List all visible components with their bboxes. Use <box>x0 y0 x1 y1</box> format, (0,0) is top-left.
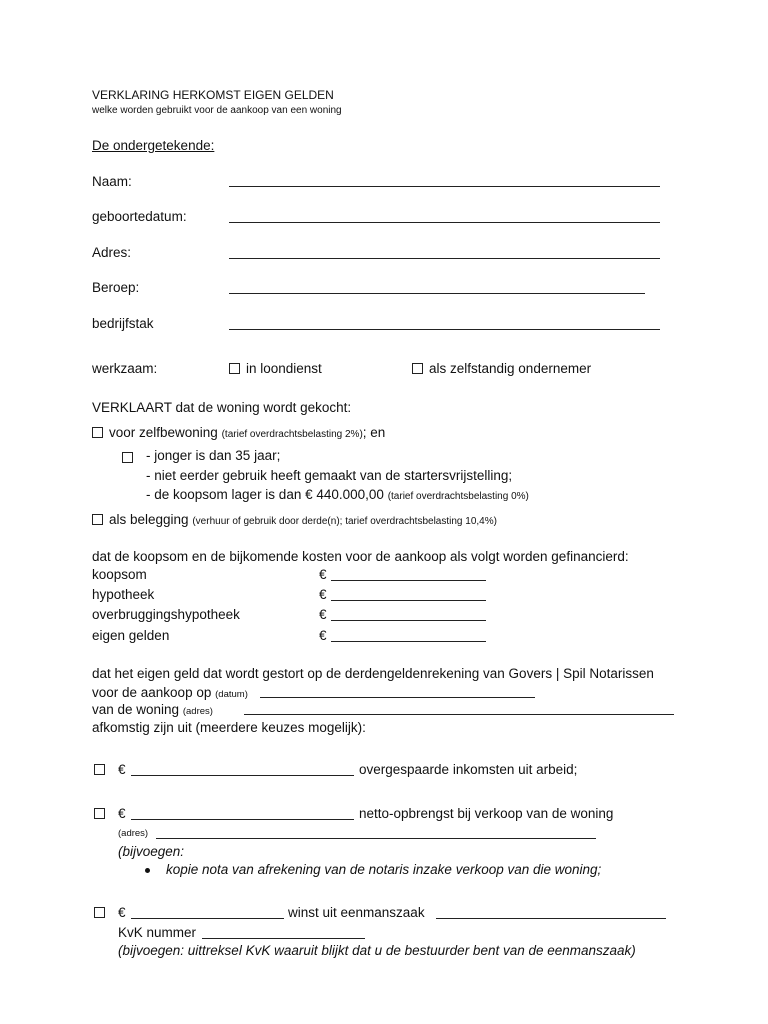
eigen-geld-line4: afkomstig zijn uit (meerdere keuzes mogelijk): <box>92 720 366 735</box>
verkoop-label: netto-opbrengst bij verkoop van de woning <box>359 806 614 821</box>
eigen-gelden-currency: € <box>319 628 327 643</box>
verkoop-adres-field[interactable] <box>156 838 596 839</box>
condition-koopsom-text: - de koopsom lager is dan € 440.000,00 <box>146 487 384 502</box>
aankoop-label: voor de aankoop op <box>92 685 212 700</box>
belegging-label: als belegging <box>109 512 189 527</box>
eenmanszaak-bijvoegen: (bijvoegen: uittreksel KvK waaruit blijkt dat u de bestuurder bent van de eenmanszaak) <box>118 943 636 958</box>
overbrugging-label: overbruggingshypotheek <box>92 607 240 622</box>
datum-field[interactable] <box>260 697 535 698</box>
werkzaam-label: werkzaam: <box>92 361 158 376</box>
condition-koopsom-note: (tarief overdrachtsbelasting 0%) <box>387 491 529 502</box>
datum-note: (datum) <box>215 689 248 700</box>
checkbox-loondienst[interactable] <box>229 363 240 374</box>
eigen-geld-line1: dat het eigen geld dat wordt gestort op de derdengeldenrekening van Govers | Spil Notarissen <box>92 666 654 681</box>
bullet-dot <box>145 868 150 873</box>
naam-field[interactable] <box>229 186 660 187</box>
overbrugging-field[interactable] <box>331 620 486 621</box>
condition-koopsom <box>146 487 529 502</box>
eenmanszaak-winst-field[interactable] <box>436 918 666 919</box>
zelfstandig-label: als zelfstandig ondernemer <box>429 361 592 376</box>
option-belegging[interactable] <box>92 512 497 527</box>
kvk-label: KvK nummer <box>118 925 197 940</box>
adres-label: Adres: <box>92 245 132 260</box>
eigen-gelden-field[interactable] <box>331 641 486 642</box>
beroep-field[interactable] <box>229 293 645 294</box>
verkoop-bullet-text: kopie nota van afrekening van de notaris inzake verkoop van die woning; <box>166 862 602 877</box>
verkoop-amount-field[interactable] <box>131 819 354 820</box>
checkbox-zelfstandig[interactable] <box>412 363 423 374</box>
hypotheek-currency: € <box>319 587 327 602</box>
woning-adres-field[interactable] <box>244 714 674 715</box>
arbeid-currency: € <box>118 762 126 777</box>
zelfbewoning-label: voor zelfbewoning <box>109 425 218 440</box>
verklaart-heading: VERKLAART dat de woning wordt gekocht: <box>92 400 352 415</box>
ondergetekende-heading: De ondergetekende: <box>92 138 215 153</box>
hypotheek-label: hypotheek <box>92 587 155 602</box>
checkbox-starter[interactable] <box>122 452 133 463</box>
condition-vrijstelling: - niet eerder gebruik heeft gemaakt van de startersvrijstelling; <box>146 468 513 483</box>
checkbox-verkoop[interactable] <box>94 808 105 819</box>
zelfbewoning-suffix: ; en <box>362 425 386 440</box>
document-title: VERKLARING HERKOMST EIGEN GELDEN <box>92 88 334 102</box>
eenmanszaak-label: winst uit eenmanszaak <box>288 905 425 920</box>
option-zelfbewoning[interactable] <box>92 425 385 440</box>
option-loondienst[interactable] <box>229 361 322 376</box>
geboortedatum-field[interactable] <box>229 222 660 223</box>
checkbox-zelfbewoning[interactable] <box>92 427 103 438</box>
koopsom-field[interactable] <box>331 580 486 581</box>
checkbox-arbeid[interactable] <box>94 764 105 775</box>
checkbox-eenmanszaak[interactable] <box>94 907 105 918</box>
belegging-note: (verhuur of gebruik door derde(n); tarief overdrachtsbelasting 10,4%) <box>192 516 497 527</box>
eigen-geld-line2 <box>92 685 248 700</box>
overbrugging-currency: € <box>319 607 327 622</box>
beroep-label: Beroep: <box>92 280 140 295</box>
adres-note: (adres) <box>182 706 213 717</box>
kvk-field[interactable] <box>202 938 365 939</box>
naam-label: Naam: <box>92 174 132 189</box>
geboortedatum-label: geboortedatum: <box>92 209 187 224</box>
hypotheek-field[interactable] <box>331 600 486 601</box>
verkoop-adres-note: (adres) <box>118 828 149 839</box>
option-zelfstandig[interactable] <box>412 361 591 376</box>
woning-label: van de woning <box>92 702 180 717</box>
arbeid-amount-field[interactable] <box>131 775 354 776</box>
verkoop-currency: € <box>118 806 126 821</box>
arbeid-label: overgespaarde inkomsten uit arbeid; <box>359 762 578 777</box>
eenmanszaak-amount-field[interactable] <box>131 918 284 919</box>
financiering-intro: dat de koopsom en de bijkomende kosten voor de aankoop als volgt worden gefinancierd: <box>92 549 629 564</box>
loondienst-label: in loondienst <box>246 361 322 376</box>
bedrijfstak-field[interactable] <box>229 329 660 330</box>
zelfbewoning-note: (tarief overdrachtsbelasting 2%) <box>221 429 363 440</box>
eigen-geld-line3 <box>92 702 213 717</box>
adres-field[interactable] <box>229 258 660 259</box>
koopsom-currency: € <box>319 567 327 582</box>
eenmanszaak-currency: € <box>118 905 126 920</box>
koopsom-label: koopsom <box>92 567 147 582</box>
checkbox-belegging[interactable] <box>92 514 103 525</box>
verkoop-bijvoegen: (bijvoegen: <box>118 844 185 859</box>
eigen-gelden-label: eigen gelden <box>92 628 170 643</box>
document-subtitle: welke worden gebruikt voor de aankoop van een woning <box>92 105 342 116</box>
bedrijfstak-label: bedrijfstak <box>92 316 154 331</box>
condition-age: - jonger is dan 35 jaar; <box>146 448 281 463</box>
